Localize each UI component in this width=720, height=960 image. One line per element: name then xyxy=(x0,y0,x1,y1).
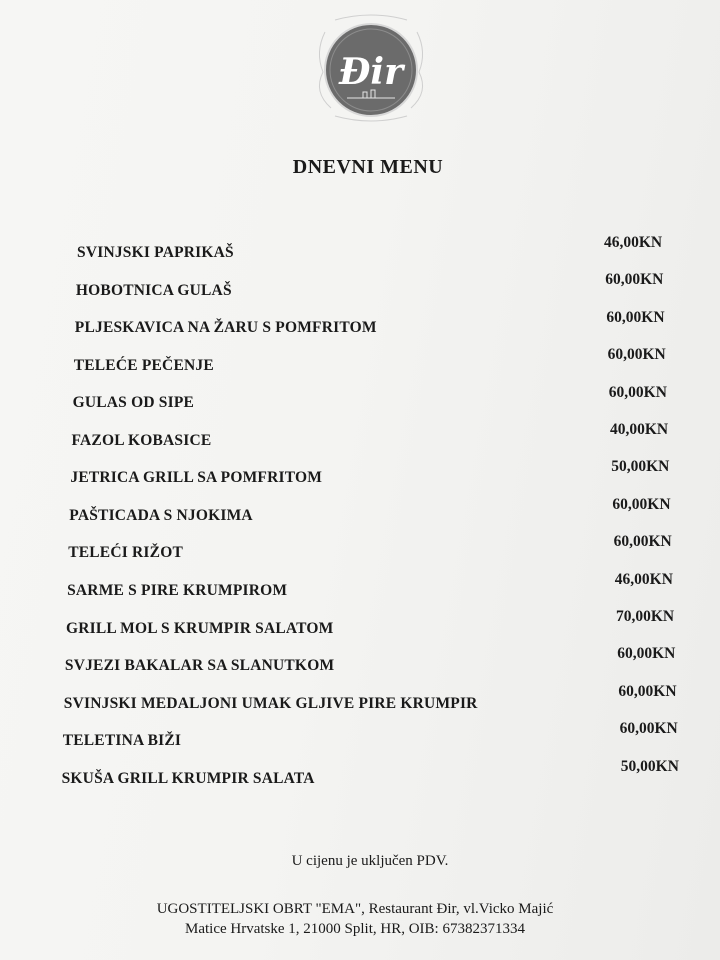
menu-item-name: SVJEZI BAKALAR SA SLANUTKOM xyxy=(64,657,335,675)
menu-item-price: 60,00KN xyxy=(613,533,672,551)
menu-item-price: 70,00KN xyxy=(616,608,675,625)
menu-item-name: HOBOTNICA GULAŠ xyxy=(75,281,232,299)
footer-address-line1: UGOSTITELJSKI OBRT "EMA", Restaurant Đir, vl.Vicko Majić xyxy=(156,901,554,917)
menu-item xyxy=(0,645,720,675)
menu-item xyxy=(0,570,720,601)
vat-note: U cijenu je uključen PDV. xyxy=(291,853,449,869)
menu-item-price: 50,00KN xyxy=(620,757,679,775)
menu-item xyxy=(0,383,720,414)
menu-item-name: SVINJSKI MEDALJONI UMAK GLJIVE PIRE KRUMPIR xyxy=(63,694,478,712)
menu-item xyxy=(0,757,720,788)
menu-item-price: 60,00KN xyxy=(605,271,664,289)
footer-address-line2: Matice Hrvatske 1, 21000 Split, HR, OIB: 67382371334 xyxy=(185,921,525,937)
menu-item xyxy=(0,421,720,451)
menu-item xyxy=(0,533,720,563)
menu-item xyxy=(0,458,720,488)
menu-item-price: 40,00KN xyxy=(610,421,669,438)
menu-item xyxy=(0,346,720,376)
menu-item-name: SKUŠA GRILL KRUMPIR SALATA xyxy=(61,769,315,787)
menu-item xyxy=(0,271,720,301)
menu-item-name: GRILL MOL S KRUMPIR SALATOM xyxy=(66,619,334,637)
menu-item-price: 60,00KN xyxy=(606,308,665,326)
menu-item-name: TELEĆE PEČENJE xyxy=(73,356,214,374)
menu-item-price: 50,00KN xyxy=(611,458,670,476)
menu-item-name: JETRICA GRILL SA POMFRITOM xyxy=(70,469,323,487)
menu-item-name: PAŠTICADA S NJOKIMA xyxy=(69,506,253,524)
menu-item-price: 60,00KN xyxy=(619,720,678,738)
menu-item xyxy=(0,720,720,750)
menu-item-name: SARME S PIRE KRUMPIROM xyxy=(67,581,288,599)
menu-item xyxy=(0,234,720,264)
menu-item-price: 46,00KN xyxy=(614,570,673,588)
menu-item-name: TELEĆI RIŽOT xyxy=(68,544,184,562)
menu-item xyxy=(0,495,720,526)
menu-item-price: 60,00KN xyxy=(617,645,676,663)
menu-item-name: TELETINA BIŽI xyxy=(62,732,182,750)
menu-item-name: FAZOL KOBASICE xyxy=(71,431,212,449)
menu-item-price: 60,00KN xyxy=(608,383,667,401)
menu-item xyxy=(0,608,720,638)
menu-item xyxy=(0,682,720,713)
menu-item-name: PLJESKAVICA NA ŽARU S POMFRITOM xyxy=(74,319,377,337)
page-title: DNEVNI MENU xyxy=(292,156,444,178)
menu-item-name: GULAS OD SIPE xyxy=(72,394,195,412)
menu-item-name: SVINJSKI PAPRIKAŠ xyxy=(77,244,234,261)
menu-item-price: 60,00KN xyxy=(618,682,677,700)
logo-wordmark: Đir xyxy=(338,51,404,93)
menu-item xyxy=(0,308,720,339)
menu-item-price: 60,00KN xyxy=(612,495,671,513)
menu-item-price: 46,00KN xyxy=(604,234,663,251)
menu-item-price: 60,00KN xyxy=(607,346,666,364)
